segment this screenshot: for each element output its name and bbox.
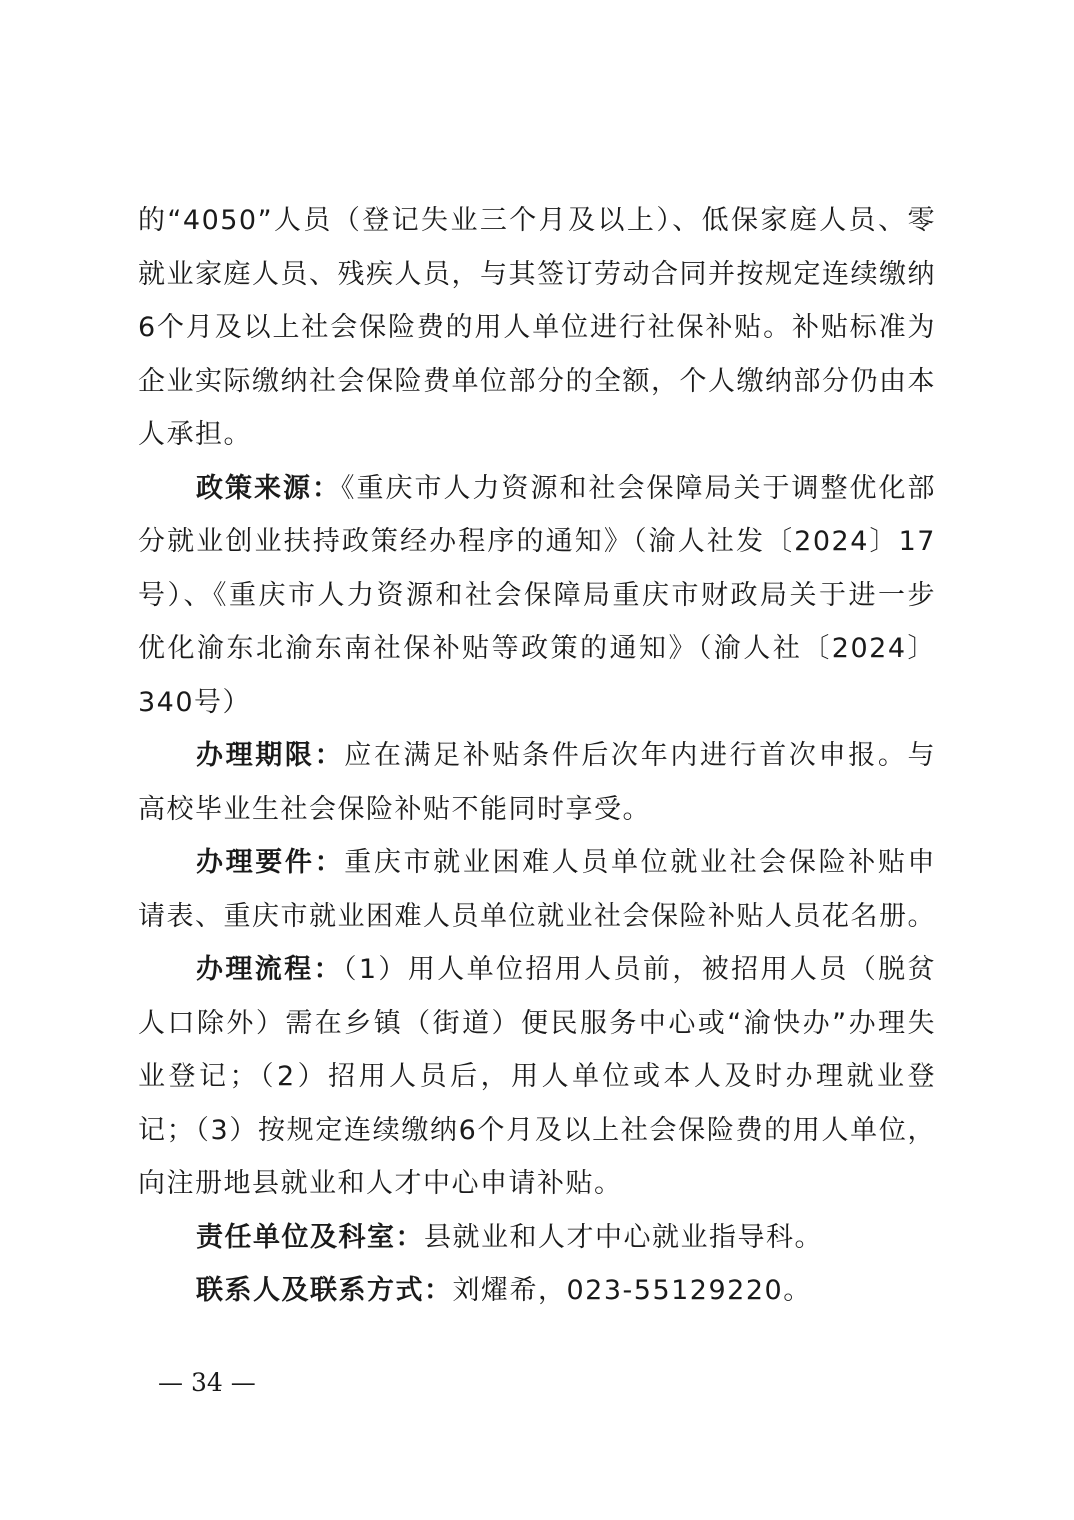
document-body [138, 194, 936, 1318]
page-number: — 34 — [158, 1368, 256, 1397]
deadline-label: 办理期限： [196, 740, 345, 771]
department-text: 县就业和人才中心就业指导科。 [424, 1221, 823, 1253]
process-text: （1）用人单位招用人员前，被招用人员（脱贫人口除外）需在乡镇（街道）便民服务中心或“渝快办”办理失业登记；（2）招用人员后，用人单位或本人及时办理就业登记；（3）按规定连续缴纳6个月及以上社会保险费的用人单位，向注册地县就业和人才中心申请补贴。 [138, 954, 936, 1199]
contact-label: 联系人及联系方式： [196, 1275, 453, 1306]
paragraph-department [138, 1211, 936, 1265]
paragraph-process [138, 943, 936, 1211]
intro-text: 的“4050”人员（登记失业三个月及以上）、低保家庭人员、零就业家庭人员、残疾人员，与其签订劳动合同并按规定连续缴纳6个月及以上社会保险费的用人单位进行社保补贴。补贴标准为企业实际缴纳社会保险费单位部分的全额，个人缴纳部分仍由本人承担。 [138, 205, 936, 450]
requirements-text: 重庆市就业困难人员单位就业社会保险补贴申请表、重庆市就业困难人员单位就业社会保险补贴人员花名册。 [138, 847, 937, 932]
paragraph-requirements [138, 836, 936, 943]
requirements-label: 办理要件： [196, 847, 345, 878]
department-label: 责任单位及科室： [196, 1221, 424, 1253]
process-label: 办理流程： [196, 954, 343, 985]
paragraph-deadline [138, 729, 936, 836]
contact-text: 刘燿希，023-55129220。 [452, 1275, 812, 1306]
policy-source-label: 政策来源： [196, 472, 341, 504]
policy-source-text: 《重庆市人力资源和社会保障局关于调整优化部分就业创业扶持政策经办程序的通知》（渝人社发〔2024〕17号）、《重庆市人力资源和社会保障局重庆市财政局关于进一步优化渝东北渝东南社保补贴等政策的通知》（渝人社〔2024〕340号） [138, 472, 936, 718]
paragraph-contact [138, 1264, 936, 1318]
deadline-text: 应在满足补贴条件后次年内进行首次申报。与高校毕业生社会保险补贴不能同时享受。 [138, 740, 937, 825]
paragraph-policy-source [138, 462, 936, 730]
paragraph-intro [138, 194, 936, 462]
